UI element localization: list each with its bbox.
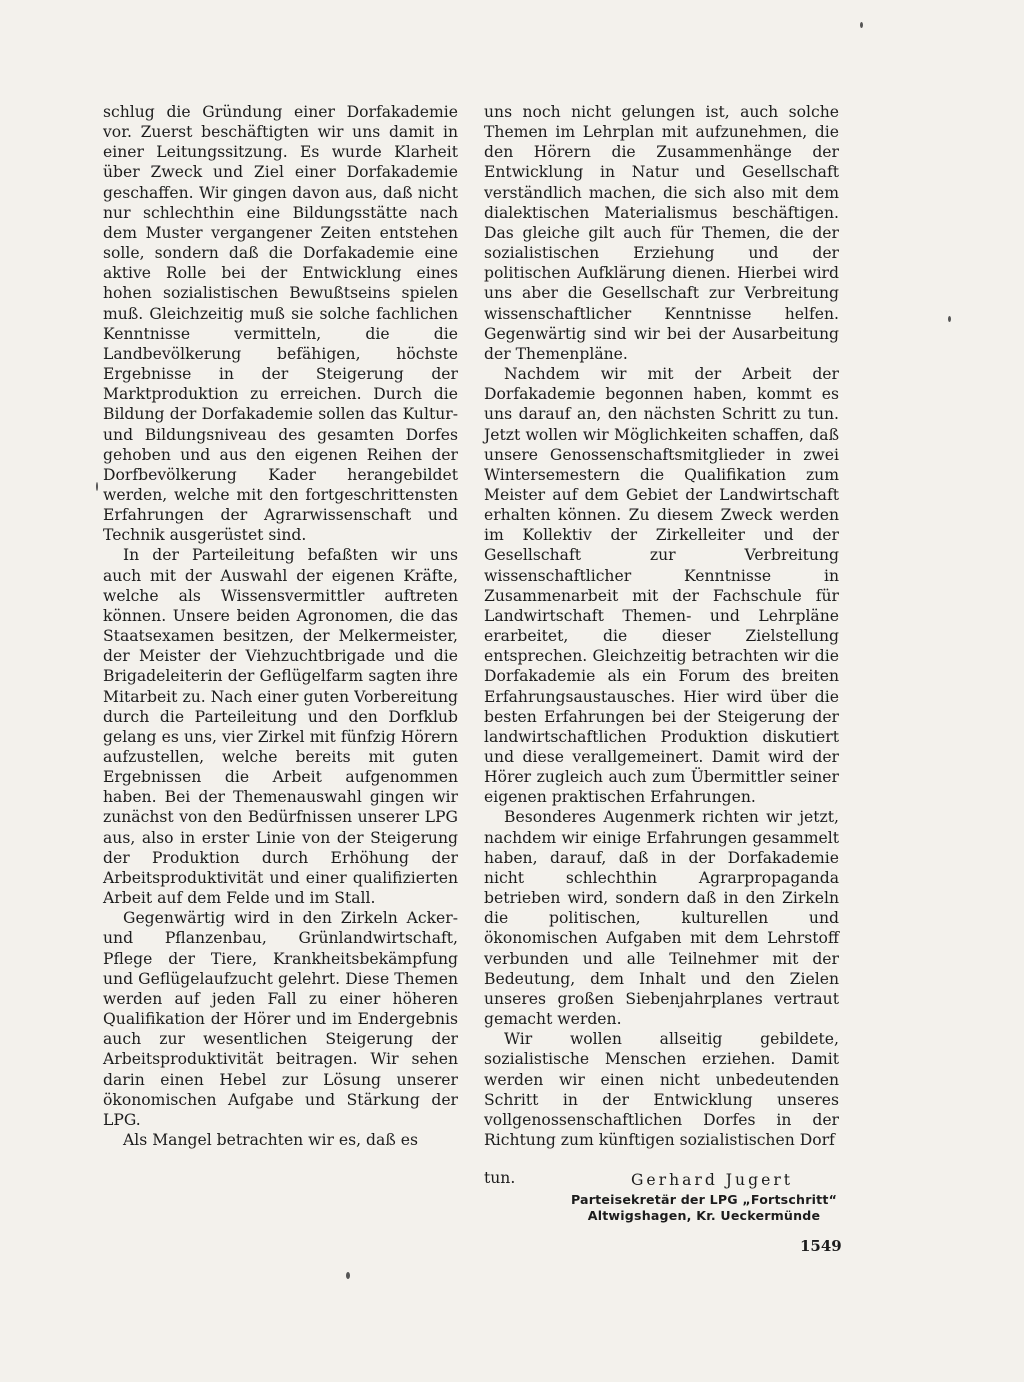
closing-word: tun. [484, 1169, 516, 1187]
left-column [103, 102, 458, 1150]
author-role-line: Altwigshagen, Kr. Ueckermünde [587, 1208, 821, 1223]
page-number: 1549 [800, 1237, 842, 1255]
paragraph: uns noch nicht gelungen ist, auch solche Themen im Lehrplan mit aufzunehmen, die den Hörern die Zusammenhänge der Entwicklung in Natur und Gesellschaft verständlich machen, die sich also mit dem dialektischen Materialismus beschäftigen. Das gleiche gilt auch für Themen, die der sozialistischen Erziehung und der politischen Aufklärung dienen. Hierbei wird uns aber die Gesellschaft zur Verbreitung wissenschaftlicher Kenntnisse helfen. Gegenwärtig sind wir bei der Ausarbeitung der Themenpläne. [484, 103, 839, 363]
paragraph: Wir wollen allseitig gebildete, sozialistische Menschen erziehen. Damit werden wir einen nicht unbedeutenden Schritt in der Entwicklung unseres vollgenossenschaftlichen Dorfes in der Richtung zum künftigen sozialistischen Dorf [484, 1030, 839, 1149]
paragraph: Gegenwärtig wird in den Zirkeln Acker- und Pflanzenbau, Grünlandwirtschaft, Pflege der Tiere, Krankheitsbekämpfung und Geflügelaufzucht gelehrt. Diese Themen werden auf jeden Fall zu einer höheren Qualifikation der Hörer und im Endergebnis auch zur wesentlichen Steigerung der Arbeitsproduktivität beitragen. Wir sehen darin einen Hebel zur Lösung unserer ökonomischen Aufgabe und Stärkung der LPG. [103, 909, 458, 1129]
paragraph: In der Parteileitung befaßten wir uns auch mit der Auswahl der eigenen Kräfte, welche als Wissensvermittler auftreten können. Unsere beiden Agronomen, die das Staatsexamen besitzen, der Melkermeister, der Meister der Viehzuchtbrigade und die Brigadeleiterin der Geflügelfarm sagten ihre Mitarbeit zu. Nach einer guten Vorbereitung durch die Parteileitung und den Dorfklub gelang es uns, vier Zirkel mit fünfzig Hörern aufzustellen, welche bereits mit guten Ergebnissen die Arbeit aufgenommen haben. Bei der Themenauswahl gingen wir zunächst von den Bedürfnissen unserer LPG aus, also in erster Linie von der Steigerung der Produktion durch Erhöhung der Arbeitsproduktivität und einer qualifizierten Arbeit auf dem Felde und im Stall. [103, 546, 458, 908]
right-column [484, 102, 839, 1150]
paragraph: Als Mangel betrachten wir es, daß es [123, 1130, 418, 1149]
author-name: Gerhard Jugert [630, 1171, 794, 1189]
scan-speck [346, 1272, 350, 1279]
author-role [564, 1192, 844, 1224]
scan-speck [96, 482, 98, 491]
author-role-line: Parteisekretär der LPG „Fortschritt“ [570, 1192, 838, 1207]
scan-speck [860, 22, 863, 28]
scan-speck [948, 316, 951, 322]
paragraph: Besonderes Augenmerk richten wir jetzt, nachdem wir einige Erfahrungen gesammelt haben, darauf, daß in der Dorfakademie nicht schlechthin Agrarpropaganda betrieben wird, sondern daß in den Zirkeln die politischen, kulturellen und ökonomischen Aufgaben mit dem Lehrstoff verbunden und alle Teilnehmer mit der Bedeutung, dem Inhalt und den Zielen unseres großen Siebenjahrplanes vertraut gemacht werden. [484, 808, 839, 1029]
paragraph: Nachdem wir mit der Arbeit der Dorfakademie begonnen haben, kommt es uns darauf an, den nächsten Schritt zu tun. Jetzt wollen wir Möglichkeiten schaffen, daß unsere Genossenschaftsmitglieder in zwei Wintersemestern die Qualifikation zum Meister auf dem Gebiet der Landwirtschaft erhalten können. Zu diesem Zweck werden im Kollektiv der Zirkelleiter und der Gesellschaft zur Verbreitung wissenschaftlicher Kenntnisse in Zusammenarbeit mit der Fachschule für Landwirtschaft Themen- und Lehrpläne erarbeitet, die dieser Zielstellung entsprechen. Gleichzeitig betrachten wir die Dorfakademie als ein Forum des breiten Erfahrungsaustausches. Hier wird über die besten Erfahrungen bei der Steigerung der landwirtschaftlichen Produktion diskutiert und diese verallgemeinert. Damit wird der Hörer zugleich auch zum Übermittler seiner eigenen praktischen Erfahrungen. [484, 365, 839, 807]
paragraph: schlug die Gründung einer Dorfakademie vor. Zuerst beschäftigten wir uns damit in einer Leitungssitzung. Es wurde Klarheit über Zweck und Ziel einer Dorfakademie geschaffen. Wir gingen davon aus, daß nicht nur schlechthin eine Bildungsstätte nach dem Muster vergangener Zeiten entstehen solle, sondern daß die Dorfakademie eine aktive Rolle bei der Entwicklung eines hohen sozialistischen Bewußtseins spielen muß. Gleichzeitig muß sie solche fachlichen Kenntnisse vermitteln, die die Landbevölkerung befähigen, höchste Ergebnisse in der Steigerung der Marktproduktion zu erreichen. Durch die Bildung der Dorfakademie sollen das Kultur- und Bildungsniveau des gesamten Dorfes gehoben und aus den eigenen Reihen der Dorfbevölkerung Kader herangebildet werden, welche mit den fortgeschrittensten Erfahrungen der Agrarwissenschaft und Technik ausgerüstet sind. [103, 103, 458, 545]
